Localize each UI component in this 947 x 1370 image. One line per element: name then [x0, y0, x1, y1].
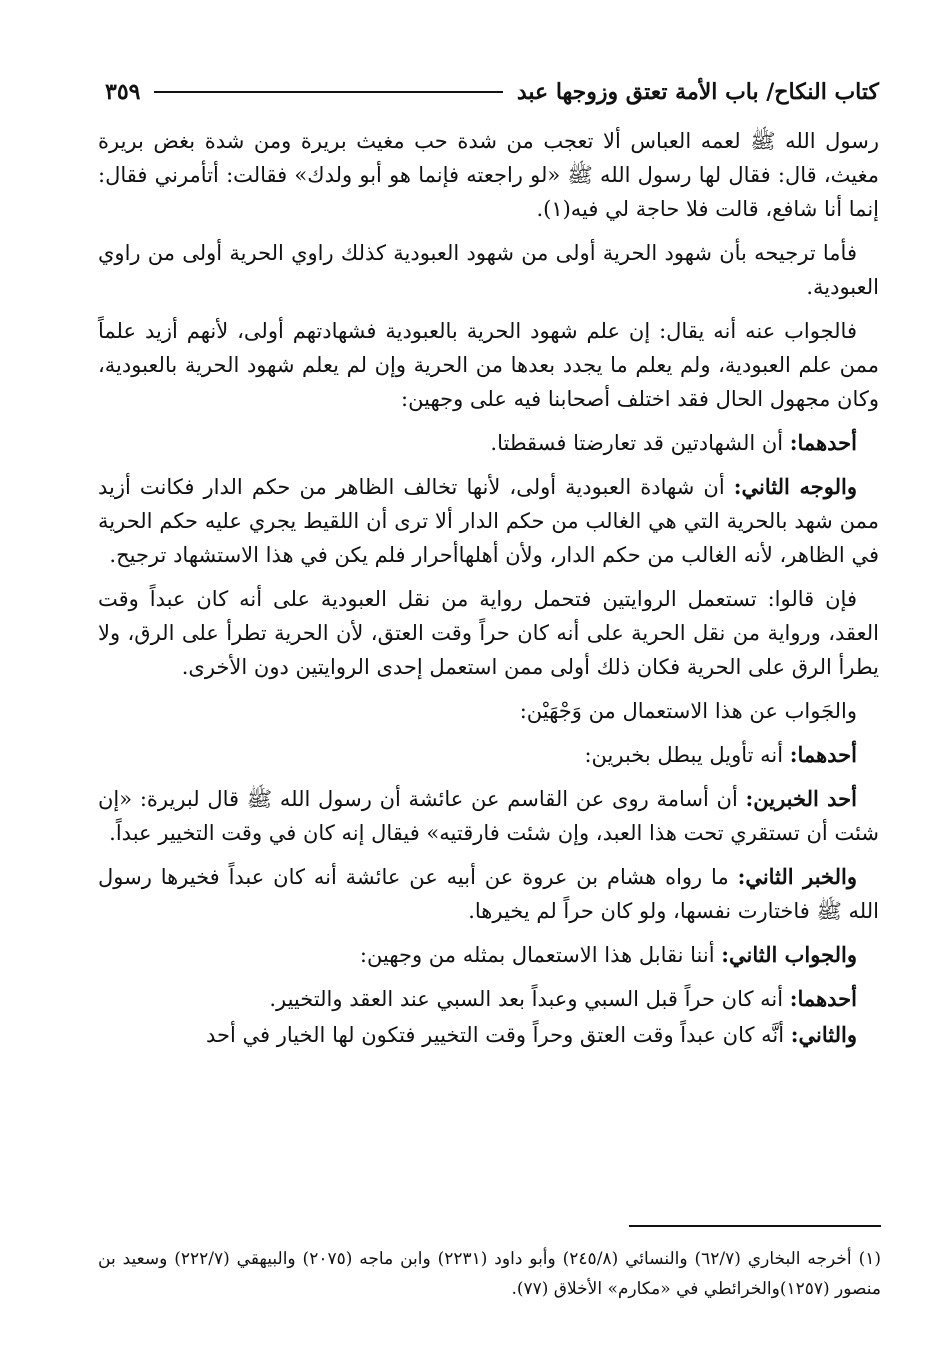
paragraph: والخبر الثاني: ما رواه هشام بن عروة عن أبيه عن عائشة أنه كان عبداً فخيرها رسول الله ﷺ فاختارت نفسها، ولو كان حراً لم يخيرها.	[98, 864, 879, 923]
paragraph: أحدهما: أنه تأويل يبطل بخبرين:	[584, 742, 857, 767]
paragraph: والجَواب عن هذا الاستعمال من وَجْهَيْن:	[519, 699, 857, 723]
paragraph: أحدهما: أن الشهادتين قد تعارضتا فسقطتا.	[490, 430, 857, 455]
paragraph: والثاني: أنَّه كان عبداً وقت العتق وحراً وقت التخيير فتكون لها الخيار في أحد	[206, 1022, 857, 1047]
paragraph: والوجه الثاني: أن شهادة العبودية أولى، لأنها تخالف الظاهر من حكم الدار فكانت أزيد ممن شهد بالحرية التي هي الغالب من حكم الدار ألا ترى أن اللقيط يجري عليه حكم الحرية في الظاهر، لأنه الغالب من حكم الدار، ولأن أهلهاأحرار فلم يكن في هذا الاستشهاد ترجيح.	[98, 474, 879, 567]
page-number: ٣٥٩	[105, 79, 141, 105]
paragraph: فالجواب عنه أنه يقال: إن علم شهود الحرية بالعبودية فشهادتهم أولى، لأنهم أزيد علماً ممن علم العبودية، ولم يعلم ما يجدد بعدها من الحرية وإن لم يعلم شهود الحرية بالعبودية، وكان مجهول الحال فقد اختلف أصحابنا فيه على وجهين:	[98, 319, 879, 411]
paragraph: أحدهما: أنه كان حراً قبل السبي وعبداً بعد السبي عند العقد والتخيير.	[269, 986, 857, 1011]
paragraph: أحد الخبرين: أن أسامة روى عن القاسم عن عائشة أن رسول الله ﷺ قال لبريرة: «إن شئت أن تستقري تحت هذا العبد، وإن شئت فارقتيه» فيقال إنه كان في وقت التخيير عبداً.	[98, 786, 879, 845]
paragraph: رسول الله ﷺ لعمه العباس ألا تعجب من شدة حب مغيث بريرة ومن شدة بغض بريرة مغيث، قال: فقال لها رسول الله ﷺ «لو راجعته فإنما هو أبو ولدك» فقالت: أتأمرني فقال: إنما أنا شافع، قالت فلا حاجة لي فيه(١).	[98, 129, 879, 221]
running-title: كتاب النكاح/ باب الأمة تعتق وزوجها عبد	[516, 79, 879, 105]
header-rule	[154, 91, 502, 93]
footnote-rule	[629, 1225, 881, 1227]
paragraph: فأما ترجيحه بأن شهود الحرية أولى من شهود العبودية كذلك راوي الحرية أولى من راوي العبودية.	[98, 241, 879, 299]
footnotes	[98, 1244, 881, 1314]
paragraph: فإن قالوا: تستعمل الروايتين فتحمل رواية من نقل العبودية على أنه كان عبداً وقت العقد، ورواية من نقل الحرية على أنه كان حراً وقت العتق، لأن الحرية تطرأ على الرق، ولا يطرأ الرق على الحرية فكان ذلك أولى ممن استعمل إحدى الروايتين دون الأخرى.	[98, 587, 879, 679]
page-header	[105, 72, 879, 112]
main-text	[98, 124, 879, 1062]
footnote: (١) أخرجه البخاري (٦٢/٧) والنسائي (٢٤٥/٨) وأبو داود (٢٢٣١) وابن ماجه (٢٠٧٥) والبيهقي (٢٢٢/٧) وسعيد بن منصور (١٢٥٧)والخرائطي في «مكارم» الأخلاق (٧٧).	[98, 1249, 881, 1299]
paragraph: والجواب الثاني: أننا نقابل هذا الاستعمال بمثله من وجهين:	[359, 942, 857, 967]
